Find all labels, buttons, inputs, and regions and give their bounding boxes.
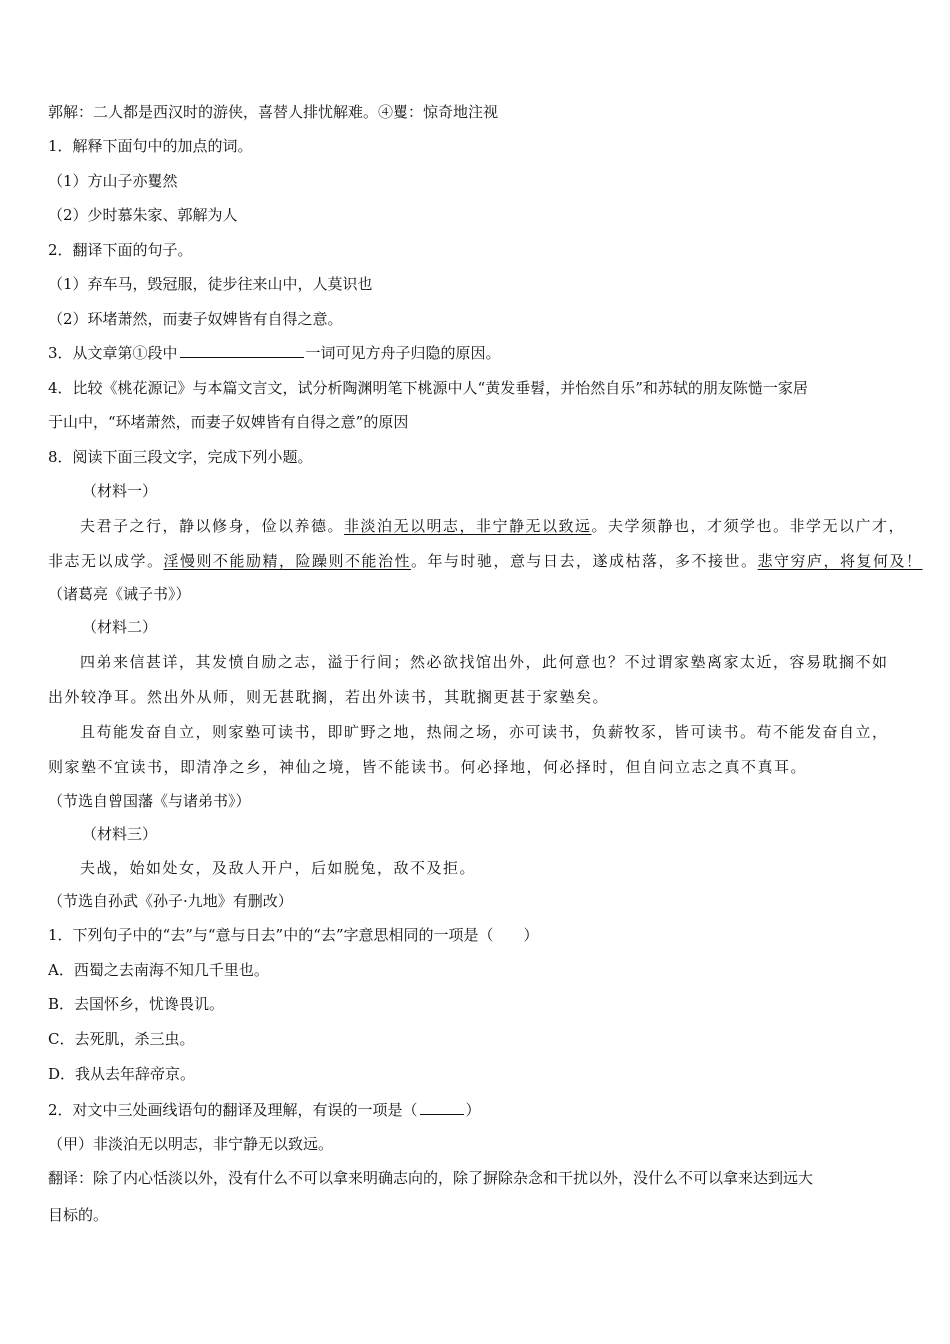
question-2-item-1: （1）弃车马，毁冠服，徒步往来山中，人莫识也 <box>48 275 373 293</box>
material-1-line-1: 夫君子之行，静以修身，俭以养德。非淡泊无以明志，非宁静无以致远。夫学须静也，才须学也。非学无以广才， <box>80 517 906 535</box>
underlined-sentence-bing: 悲守穷庐，将复何及！ <box>757 552 923 570</box>
option-b[interactable]: B．去国怀乡，忧谗畏讥。 <box>48 995 225 1013</box>
material-3-line-1: 夫战，始如处女，及敌人开户，后如脱兔，敌不及拒。 <box>80 859 477 877</box>
material-2-line-2: 出外较净耳。然出外从师，则无甚耽搁，若出外读书，其耽搁更甚于家塾矣。 <box>48 688 610 706</box>
sub-question-1: 1．下列句子中的“去”与“意与日去”中的“去”字意思相同的一项是（ ） <box>48 926 539 944</box>
question-1-item-2: （2）少时慕朱家、郭解为人 <box>48 206 238 224</box>
section-8-heading: 8．阅读下面三段文字，完成下列小题。 <box>48 448 313 466</box>
material-1-line-2: 非志无以成学。淫慢则不能励精，险躁则不能治性。年与时驰，意与日去，遂成枯落，多不接世。悲守穷庐，将复何及！ <box>48 552 923 570</box>
underlined-sentence-jia: 非淡泊无以明志，非宁静无以致远 <box>344 517 592 535</box>
material-2-line-3: 且苟能发奋自立，则家塾可读书，即旷野之地，热闹之场，亦可读书，负薪牧豕，皆可读书。苟不能发奋自立， <box>80 723 889 741</box>
sub-question-2: 2．对文中三处画线语句的翻译及理解，有误的一项是（ ） <box>48 1101 481 1119</box>
material-2-source: （节选自曾国藩《与诸弟书》） <box>48 792 251 810</box>
answer-blank[interactable] <box>420 1100 464 1115</box>
option-d[interactable]: D．我从去年辞帝京。 <box>48 1065 196 1083</box>
question-4-line-2: 于山中，“环堵萧然，而妻子奴婢皆有自得之意”的原因 <box>48 413 409 431</box>
question-2-item-2: （2）环堵萧然，而妻子奴婢皆有自得之意。 <box>48 310 343 328</box>
material-2-title: （材料二） <box>82 618 158 636</box>
option-c[interactable]: C．去死肌，杀三虫。 <box>48 1030 195 1048</box>
option-a[interactable]: A．西蜀之去南海不知几千里也。 <box>48 961 269 979</box>
material-1-source: （诸葛亮《诫子书》） <box>48 585 191 603</box>
answer-blank[interactable] <box>180 343 304 358</box>
material-2-line-1: 四弟来信甚详，其发愤自励之志，溢于行间；然必欲找馆出外，此何意也？不过谓家塾离家太近，容易耽搁不如 <box>80 653 889 671</box>
question-2: 2．翻译下面的句子。 <box>48 241 193 259</box>
question-1-item-1: （1）方山子亦矍然 <box>48 172 178 190</box>
translation-line-1: 翻译：除了内心恬淡以外，没有什么不可以拿来明确志向的，除了摒除杂念和干扰以外，没什么不可以拿来达到远大 <box>48 1169 814 1187</box>
material-3-title: （材料三） <box>82 825 158 843</box>
question-1: 1．解释下面句中的加点的词。 <box>48 137 253 155</box>
underlined-sentence-yi: 淫慢则不能励精，险躁则不能治性 <box>163 552 412 570</box>
translation-line-2: 目标的。 <box>48 1206 109 1224</box>
material-1-title: （材料一） <box>82 482 158 500</box>
question-4-line-1: 4．比较《桃花源记》与本篇文言文，试分析陶渊明笔下桃源中人“黄发垂髫，并怡然自乐”和苏轼的朋友陈慥一家居 <box>48 379 808 397</box>
material-3-source: （节选自孙武《孙子·九地》有删改） <box>48 892 293 910</box>
sentence-jia: （甲）非淡泊无以明志，非宁静无以致远。 <box>48 1135 334 1153</box>
material-2-line-4: 则家塾不宜读书，即清净之乡，神仙之境，皆不能读书。何必择地，何必择时，但自问立志之真不真耳。 <box>48 758 808 776</box>
question-3: 3．从文章第①段中 一词可见方舟子归隐的原因。 <box>48 344 501 362</box>
annotation-line: 郭解：二人都是西汉时的游侠，喜替人排忧解难。④矍：惊奇地注视 <box>48 103 499 121</box>
